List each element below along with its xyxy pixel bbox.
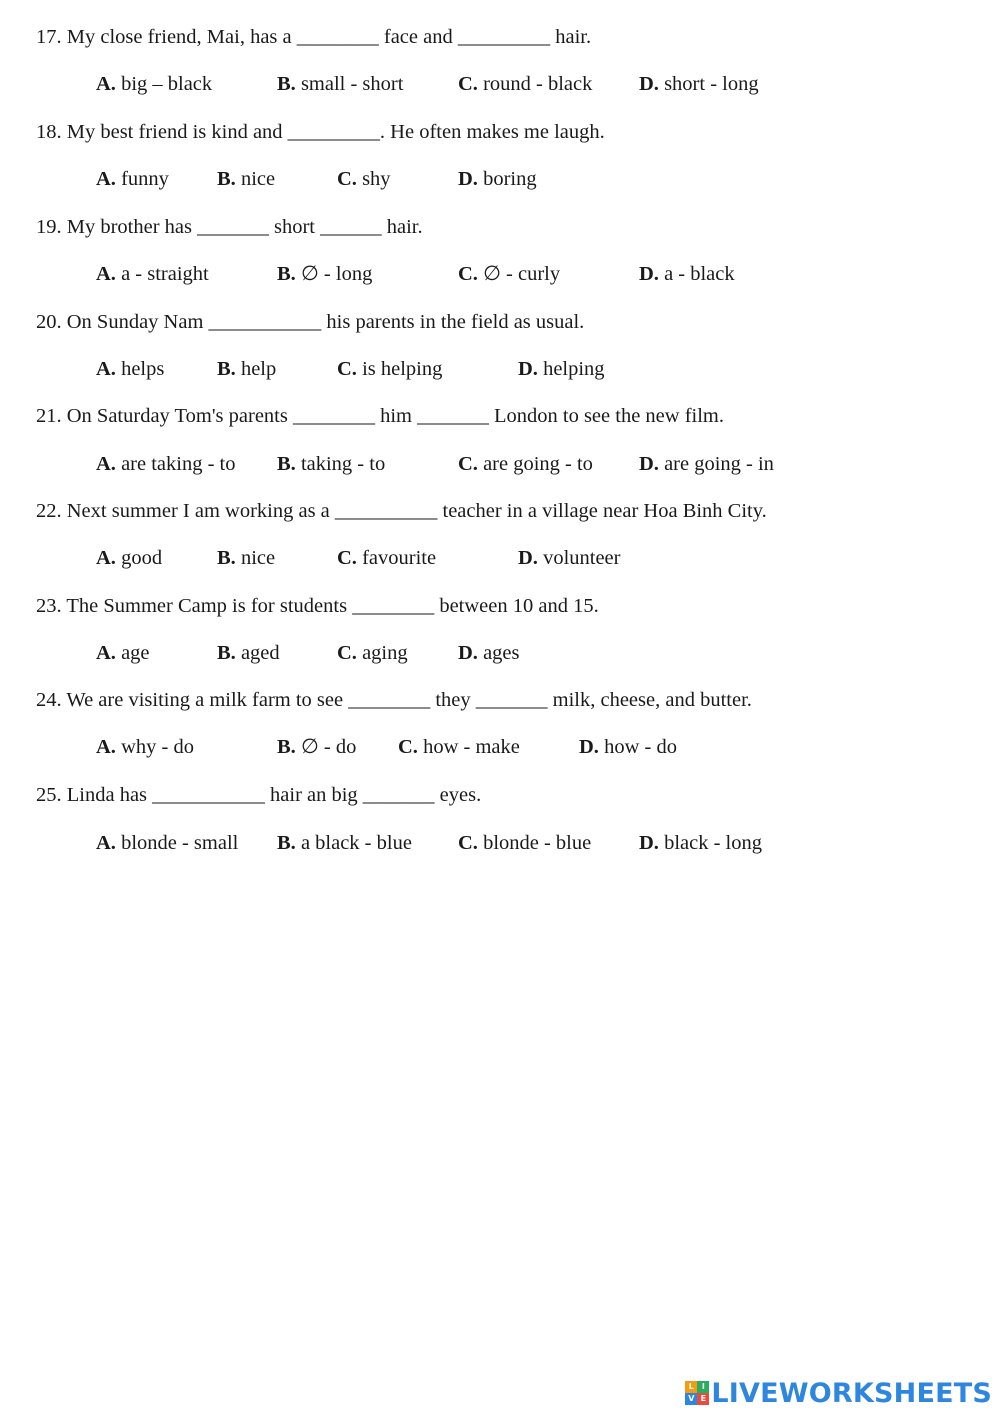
option-b[interactable]: B. ∅ - do bbox=[277, 736, 357, 758]
options-18 bbox=[0, 167, 1000, 191]
option-a[interactable]: A. blonde - small bbox=[96, 832, 239, 854]
options-24 bbox=[0, 735, 1000, 759]
option-a[interactable]: A. age bbox=[96, 642, 150, 664]
options-25 bbox=[0, 831, 1000, 855]
option-a[interactable]: A. big – black bbox=[96, 73, 213, 95]
option-b[interactable]: B. nice bbox=[217, 168, 276, 190]
option-c[interactable]: C. aging bbox=[337, 642, 408, 664]
option-d[interactable]: D. boring bbox=[458, 168, 537, 190]
option-d[interactable]: D. volunteer bbox=[518, 547, 621, 569]
option-c[interactable]: C. is helping bbox=[337, 358, 443, 380]
option-d[interactable]: D. helping bbox=[518, 358, 605, 380]
option-a[interactable]: A. helps bbox=[96, 358, 165, 380]
question-21: 21. On Saturday Tom's parents ________ him _______ London to see the new film. bbox=[36, 405, 724, 427]
option-c[interactable]: C. are going - to bbox=[458, 453, 593, 475]
options-17 bbox=[0, 72, 1000, 96]
question-20: 20. On Sunday Nam ___________ his parents in the field as usual. bbox=[36, 311, 585, 333]
liveworksheets-logo bbox=[685, 1376, 992, 1410]
option-b[interactable]: B. ∅ - long bbox=[277, 263, 373, 285]
option-d[interactable]: D. are going - in bbox=[639, 453, 774, 475]
question-25: 25. Linda has ___________ hair an big _______ eyes. bbox=[36, 784, 482, 806]
option-d[interactable]: D. ages bbox=[458, 642, 520, 664]
option-a[interactable]: A. why - do bbox=[96, 736, 194, 758]
options-20 bbox=[0, 357, 1000, 381]
option-d[interactable]: D. how - do bbox=[579, 736, 677, 758]
options-21 bbox=[0, 452, 1000, 476]
option-a[interactable]: A. good bbox=[96, 547, 163, 569]
option-b[interactable]: B. nice bbox=[217, 547, 276, 569]
option-a[interactable]: A. funny bbox=[96, 168, 169, 190]
question-18: 18. My best friend is kind and _________. He often makes me laugh. bbox=[36, 121, 605, 143]
options-23 bbox=[0, 641, 1000, 665]
option-b[interactable]: B. taking - to bbox=[277, 453, 386, 475]
option-a[interactable]: A. are taking - to bbox=[96, 453, 236, 475]
question-24: 24. We are visiting a milk farm to see ________ they _______ milk, cheese, and butter. bbox=[36, 689, 752, 711]
logo-text: LIVEWORKSHEETS bbox=[711, 1377, 992, 1409]
question-17: 17. My close friend, Mai, has a ________ face and _________ hair. bbox=[36, 26, 592, 48]
option-c[interactable]: C. favourite bbox=[337, 547, 437, 569]
option-c[interactable]: C. shy bbox=[337, 168, 391, 190]
option-b[interactable]: B. small - short bbox=[277, 73, 404, 95]
option-a[interactable]: A. a - straight bbox=[96, 263, 209, 285]
question-23: 23. The Summer Camp is for students ________ between 10 and 15. bbox=[36, 595, 599, 617]
option-c[interactable]: C. ∅ - curly bbox=[458, 263, 561, 285]
question-19: 19. My brother has _______ short ______ hair. bbox=[36, 216, 423, 238]
option-c[interactable]: C. round - black bbox=[458, 73, 593, 95]
option-c[interactable]: C. how - make bbox=[398, 736, 520, 758]
liveworksheets-logo-icon: L I V E bbox=[685, 1381, 709, 1405]
option-b[interactable]: B. aged bbox=[217, 642, 280, 664]
option-d[interactable]: D. short - long bbox=[639, 73, 759, 95]
question-22: 22. Next summer I am working as a __________ teacher in a village near Hoa Binh City. bbox=[36, 500, 767, 522]
option-d[interactable]: D. a - black bbox=[639, 263, 735, 285]
options-22 bbox=[0, 546, 1000, 570]
option-b[interactable]: B. a black - blue bbox=[277, 832, 412, 854]
option-c[interactable]: C. blonde - blue bbox=[458, 832, 592, 854]
option-d[interactable]: D. black - long bbox=[639, 832, 762, 854]
option-b[interactable]: B. help bbox=[217, 358, 277, 380]
options-19 bbox=[0, 262, 1000, 286]
